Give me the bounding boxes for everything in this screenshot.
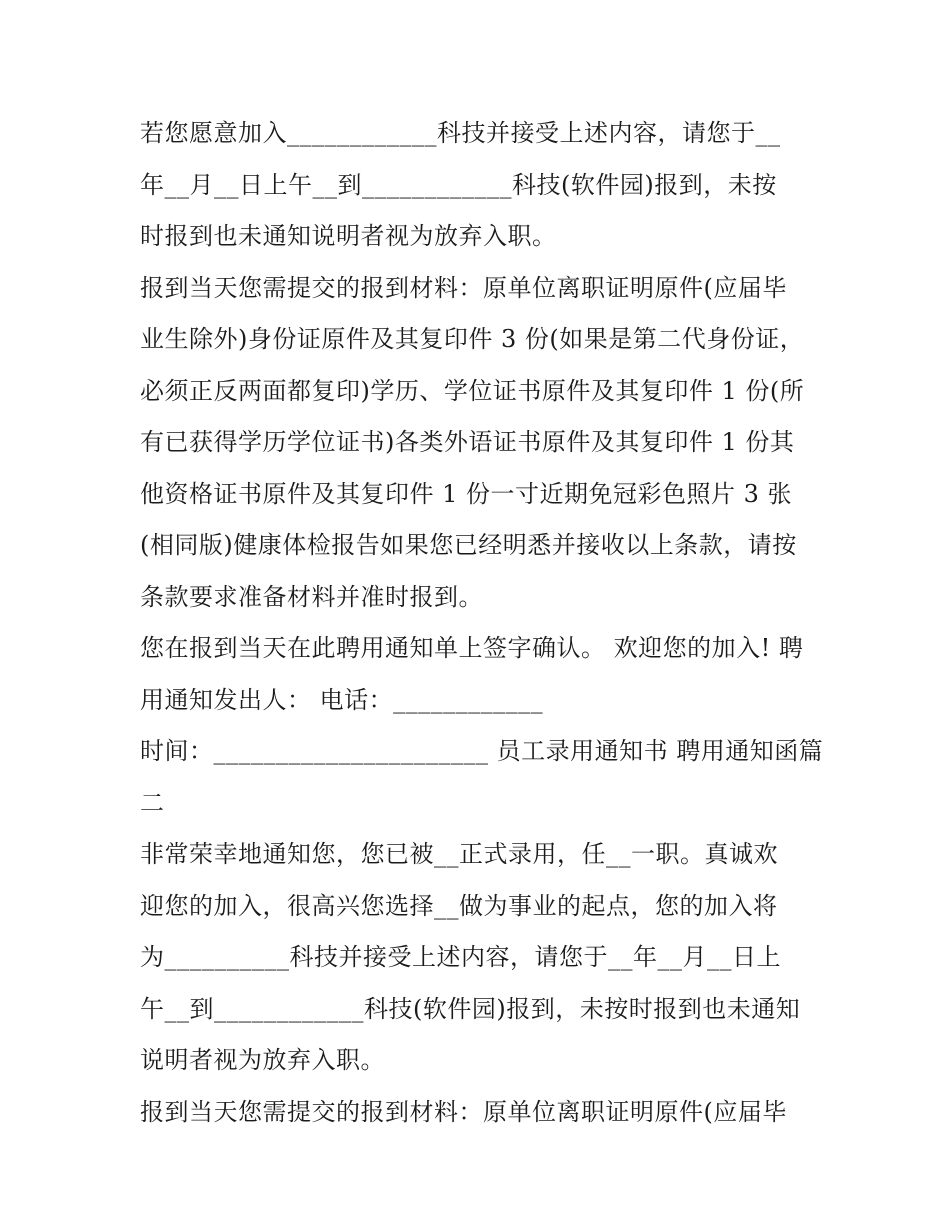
text-line: (相同版)健康体检报告如果您已经明悉并接收以上条款，请按 bbox=[140, 531, 797, 559]
document-body bbox=[140, 108, 824, 1138]
text-line: 为__________科技并接受上述内容，请您于__年__月__日上 bbox=[140, 943, 781, 971]
text-line: 时报到也未通知说明者视为放弃入职。 bbox=[140, 222, 557, 250]
text-line: 年__月__日上午__到____________科技(软件园)报到，未按 bbox=[140, 170, 777, 199]
text-line: 他资格证书原件及其复印件 1 份一寸近期免冠彩色照片 3 张 bbox=[140, 479, 793, 508]
text-line: 时间：______________________ 员工录用通知书 聘用通知函篇 bbox=[140, 737, 824, 765]
text-line: 您在报到当天在此聘用通知单上签字确认。 欢迎您的加入! 聘 bbox=[140, 634, 804, 662]
text-line: 说明者视为放弃入职。 bbox=[140, 1046, 385, 1074]
text-line: 非常荣幸地通知您，您已被__正式录用，任__一职。真诚欢 bbox=[140, 840, 778, 868]
text-line: 有已获得学历学位证书)各类外语证书原件及其复印件 1 份其 bbox=[140, 428, 795, 456]
text-line: 报到当天您需提交的报到材料：原单位离职证明原件(应届毕 bbox=[140, 1097, 787, 1126]
text-line: 必须正反两面都复印)学历、学位证书原件及其复印件 1 份(所 bbox=[140, 376, 805, 405]
text-line: 午__到____________科技(软件园)报到，未按时报到也未通知 bbox=[140, 994, 801, 1023]
text-line: 条款要求准备材料并准时报到。 bbox=[140, 582, 483, 611]
text-line: 报到当天您需提交的报到材料：原单位离职证明原件(应届毕 bbox=[140, 273, 787, 302]
text-line: 若您愿意加入____________科技并接受上述内容，请您于__ bbox=[140, 119, 781, 147]
text-line: 用通知发出人： 电话：____________ bbox=[140, 685, 544, 714]
text-line: 二 bbox=[140, 788, 165, 817]
text-line: 迎您的加入，很高兴您选择__做为事业的起点，您的加入将 bbox=[140, 891, 778, 920]
text-line: 业生除外)身份证原件及其复印件 3 份(如果是第二代身份证， bbox=[140, 325, 805, 353]
